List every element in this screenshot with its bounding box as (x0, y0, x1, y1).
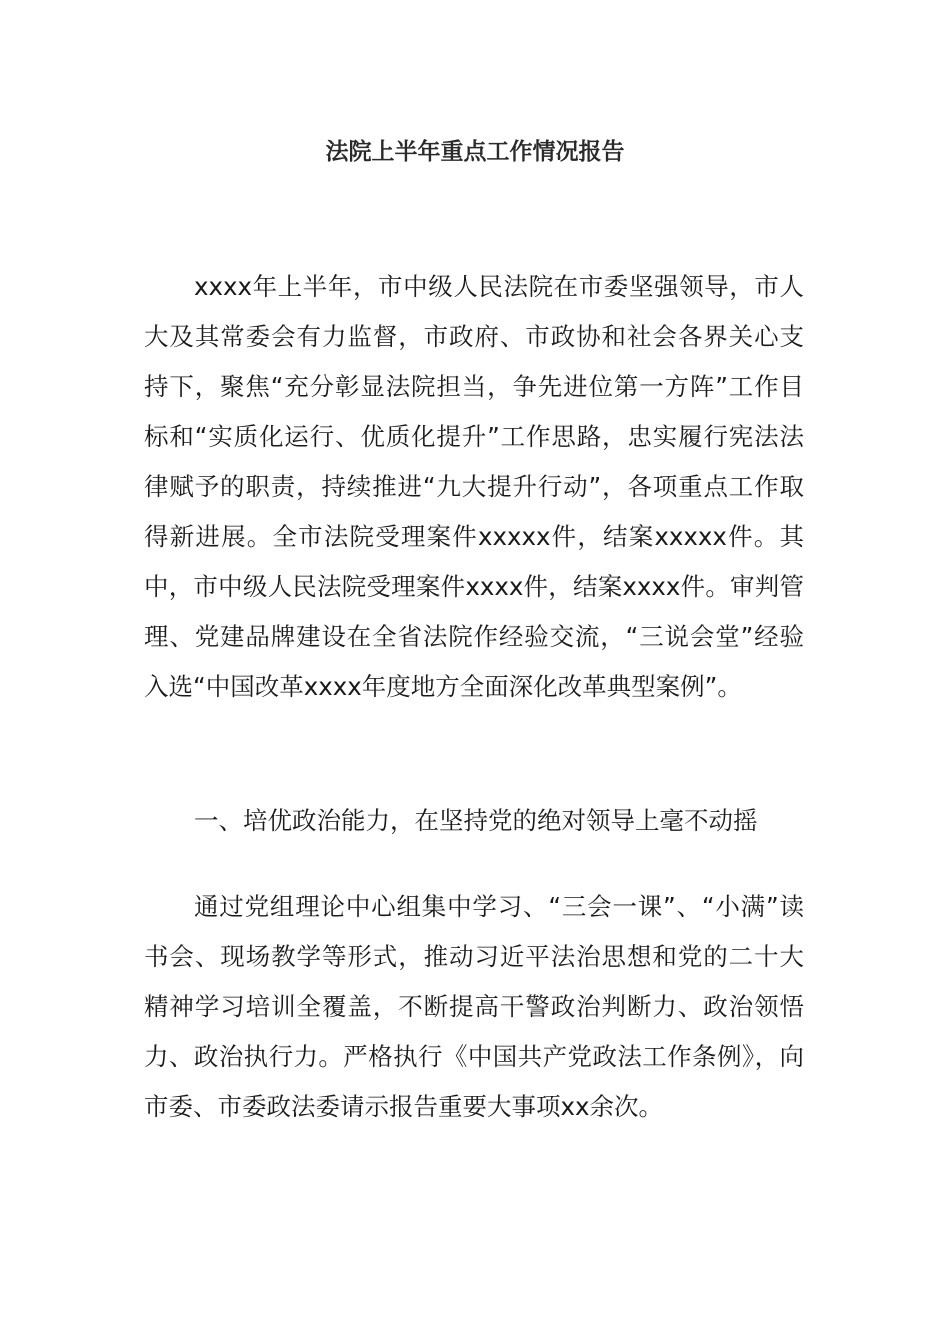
document-title: 法院上半年重点工作情况报告 (325, 139, 625, 165)
intro-paragraph: xxxx年上半年，市中级人民法院在市委坚强领导，市人大及其常委会有力监督，市政府、市政协和社会各界关心支持下，聚焦“充分彰显法院担当，争先进位第一方阵”工作目标和“实质化运行、优质化提升”工作思路，忠实履行宪法法律赋予的职责，持续推进“九大提升行动”，各项重点工作取得新进展。全市法院受理案件xxxxx件，结案xxxxx件。其中，市中级人民法院受理案件xxxx件，结案xxxx件。审判管理、党建品牌建设在全省法院作经验交流，“三说会堂”经验入选“中国改革xxxx年度地方全面深化改革典型案例”。 (144, 272, 804, 701)
section-heading: 一、培优政治能力，在坚持党的绝对领导上毫不动摇 (194, 806, 758, 835)
section-paragraph: 通过党组理论中心组集中学习、“三会一课”、“小满”读书会、现场教学等形式，推动习近平法治思想和党的二十大精神学习培训全覆盖，不断提高干警政治判断力、政治领悟力、政治执行力。严格执行《中国共产党政法工作条例》，向市委、市委政法委请示报告重要大事项xx余次。 (144, 892, 804, 1121)
